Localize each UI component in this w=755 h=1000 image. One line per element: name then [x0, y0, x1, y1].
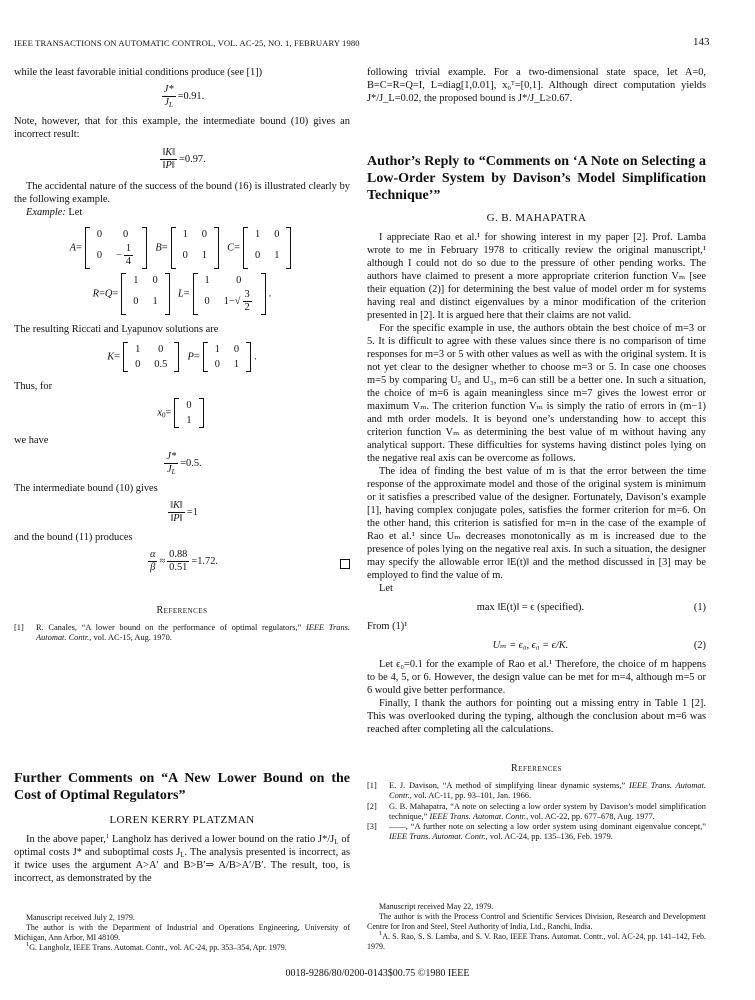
paragraph: we have — [14, 435, 49, 446]
article-title: Author’s Reply to “Comments on ‘A Note on Selecting a Low-Order System by Davison’s Model Simplification Technique’” — [367, 154, 706, 203]
vector-x0: $x_0=$ 0 1 — [14, 398, 350, 428]
footnote: $^1$G. Langholz, IEEE Trans. Automat. Contr., vol. AC-24, pp. 353–354, Apr. 1979. — [26, 941, 287, 952]
right-column — [367, 66, 706, 105]
paragraph: The accidental nature of the success of the bound (16) is illustrated clearly by the following example. — [14, 181, 350, 205]
paragraph: Finally, I thank the authors for pointing out a missing entry in Table 1 [2]. This was overlooked during the typing, although the conclusion about m=6 was reached after completing all the calculations. — [367, 698, 706, 735]
equation-norm-1: $\frac{‖K‖}{‖P‖}$ =1 — [170, 500, 198, 524]
paragraph: The intermediate bound (10) gives — [14, 483, 158, 494]
article-platzman — [14, 770, 350, 885]
reference-item: [2] G. B. Mahapatra, “A note on selecting a low order system by Davison’s model simplification technique,” IEEE Trans. Automat. Contr., vol. AC-22, pp. 677–678, Aug. 1977. — [367, 801, 706, 821]
qed-box-icon — [340, 559, 350, 569]
left-footnotes — [14, 913, 350, 953]
article-mahapatra — [367, 153, 706, 843]
paragraph: From (1)¹ — [367, 621, 408, 632]
matrices-K-P: K= 1 0 0 0.5 P= 1 0 0 1 . — [107, 344, 257, 370]
paragraph: following trivial example. For a two-dimensional state space, let A=0, B=C=R=Q=I, L=diag[1,0.01], x₀ᵀ=[0,1]. Although direct computation yields J*/J_L=0.02, the proposed bound is J*/J_L≥0.67. — [367, 67, 706, 104]
footnote: Manuscript received July 2, 1979. — [26, 913, 135, 922]
reference-item: [3] ——, “A further note on selecting a low order system using dominant eigenvalue concept,” IEEE Trans. Automat. Contr., vol. AC-24, pp. 135–136, Feb. 1979. — [367, 822, 706, 842]
reference-item: [1] E. J. Davison, “A method of simplifying linear dynamic systems,” IEEE Trans. Automat. Contr., vol. AC-11, pp. 93–101, Jan. 1966. — [367, 781, 706, 801]
equation-ratio-05: $\frac{J*}{J_L}$ =0.5. — [166, 451, 202, 476]
references-heading: References — [156, 605, 208, 616]
paragraph: For the specific example in use, the authors obtain the best choice of m=3 or 5. It is difficult to agree with these values since there is no comparison of time responses for m=3 or 5 with other values as well as with the original system. It is not yet clear to the designer whether to choose m=3 or 5. In case one chooses m=5 by comparing U₅ and U₃, m=6 can still be a better one. In such a situation, the choice of m=6 is again meaningless since m=7 gives the lowest error or maximum Vₘ. The criterion function Vₘ is simply the ratio of errors in (m−1) and mth order models. It is beyond one’s understanding how to accept this criterion function Vₘ as determining the best value of m without having any analytical support. These difficulties for systems having distinct poles lying on the negative real axis can be overcome as follows. — [367, 323, 706, 464]
equation-ratio-091: $\frac{J*}{J_L}$ =0.91. — [163, 84, 205, 109]
paragraph: while the least favorable initial conditions produce (see [1]) — [14, 67, 263, 78]
paragraph: The resulting Riccati and Lyapunov solutions are — [14, 324, 219, 335]
matrices-ABC: A= 0 0 0 − $\frac{1}{4}$ B= 1 0 0 1 C= 1 0 0 1 — [14, 227, 350, 269]
copyright-footer: 0018-9286/80/0200-0143$00.75 ©1980 IEEE — [285, 968, 470, 979]
journal-running-title: IEEE TRANSACTIONS ON AUTOMATIC CONTROL, VOL. AC-25, NO. 1, FEBRUARY 1980 — [14, 38, 360, 48]
paragraph: Let — [379, 583, 393, 594]
footnote: The author is with the Department of Industrial and Operations Engineering, University of Michigan, Ann Arbor, MI 48109. — [14, 923, 350, 942]
footnote: Manuscript received May 22, 1979. — [379, 902, 494, 911]
footnote: $^1$A. S. Rao, S. S. Lamba, and S. V. Rao, IEEE Trans. Automat. Contr., vol. AC-24, pp. 141–142, Feb. 1979. — [367, 930, 706, 951]
running-header — [14, 38, 679, 48]
page-number: 143 — [693, 36, 710, 48]
references-heading: References — [511, 763, 562, 774]
paragraph: I appreciate Rao et al.¹ for showing interest in my paper [2]. Prof. Lamba wrote to me in February 1978 to critically review the original manuscript,¹ although I could not do so due to the pressure of other pending works. The authors have claimed to present a more appropriate criterion function Vₘ [see their equation (2)] for determining the best value of model order m for systems having real and distinct eigenvalues by a minor modification of the criterion presented in [2]. It is argued here that their claims are not valid. — [367, 232, 706, 321]
article-author: LOREN KERRY PLATZMAN — [109, 814, 255, 826]
paragraph: In the above paper,$^1$ Langholz has derived a lower bound on the ratio $J*/J_L$ of optimal costs J* and suboptimal costs $J_L$. The analysis presented is incorrect, as it twice uses the argument A>A′ and B>B′⇒ A/B>A′/B′. The result, too, is incorrect, as demonstrated by the — [14, 833, 350, 884]
equation-1: max ‖E(t)‖ = ϵ (specified). (1) — [476, 602, 706, 613]
footnote: The author is with the Process Control and Scientific Services Division, Research and Development Centre for Iron and Steel, Steel Authority of India, Ltd., Ranchi, India. — [367, 912, 706, 931]
paragraph: Note, however, that for this example, the intermediate bound (10) gives an incorrect result: — [14, 116, 350, 140]
right-footnotes — [367, 902, 706, 952]
article-author: G. B. MAHAPATRA — [486, 212, 587, 224]
matrices-RQL: R=Q= 1 0 0 1 L= 1 0 0 1−√ $\frac{3}{2}$ . — [92, 275, 272, 313]
equation-2: Uₘ = ϵ₀, ϵ₀ = ϵ/K. (2) — [492, 640, 706, 651]
paragraph: and the bound (11) produces — [14, 532, 133, 543]
equation-norm-097: $\frac{‖K‖}{‖P‖}$ =0.97. — [162, 147, 206, 171]
paragraph: Thus, for — [14, 381, 53, 392]
article-title: Further Comments on “A New Lower Bound on the Cost of Optimal Regulators” — [14, 771, 350, 803]
example-intro: Example: Let — [26, 207, 83, 218]
paragraph: Let ϵ₀=0.1 for the example of Rao et al.¹ Therefore, the choice of m happens to be 4, 5, or 6. However, the design value can be met for m=4, although m=5 or 6 would give better performance. — [367, 659, 706, 696]
left-column — [14, 66, 350, 644]
equation-alpha-beta: $\frac{\alpha}{\beta}$ ≈ $\frac{0.88}{0.51}$ =1.72. — [14, 549, 350, 574]
reference-item: [1] R. Canales, “A lower bound on the performance of optimal regulators,” IEEE Trans. Automat. Contr., vol. AC-15, Aug. 1970. — [14, 623, 350, 643]
paragraph: The idea of finding the best value of m is that the error between the time response of the approximate model and those of the original system is minimum or it satisfies a prescribed value of the designer. Fortunately, Davison’s example [1], having complex conjugate poles, satisfies the former criterion for m=6. On the other hand, this criterion is satisfied for m=n in the case of the example of Rao et al.¹ since Uₘ decreases monotonically as m is increased due to the presence of poles lying on the negative real axis. In such a situation, the designer may specify the allowable error ‖E(t)‖ and the method discussed in [3] may be employed to find the value of m. — [367, 466, 706, 581]
